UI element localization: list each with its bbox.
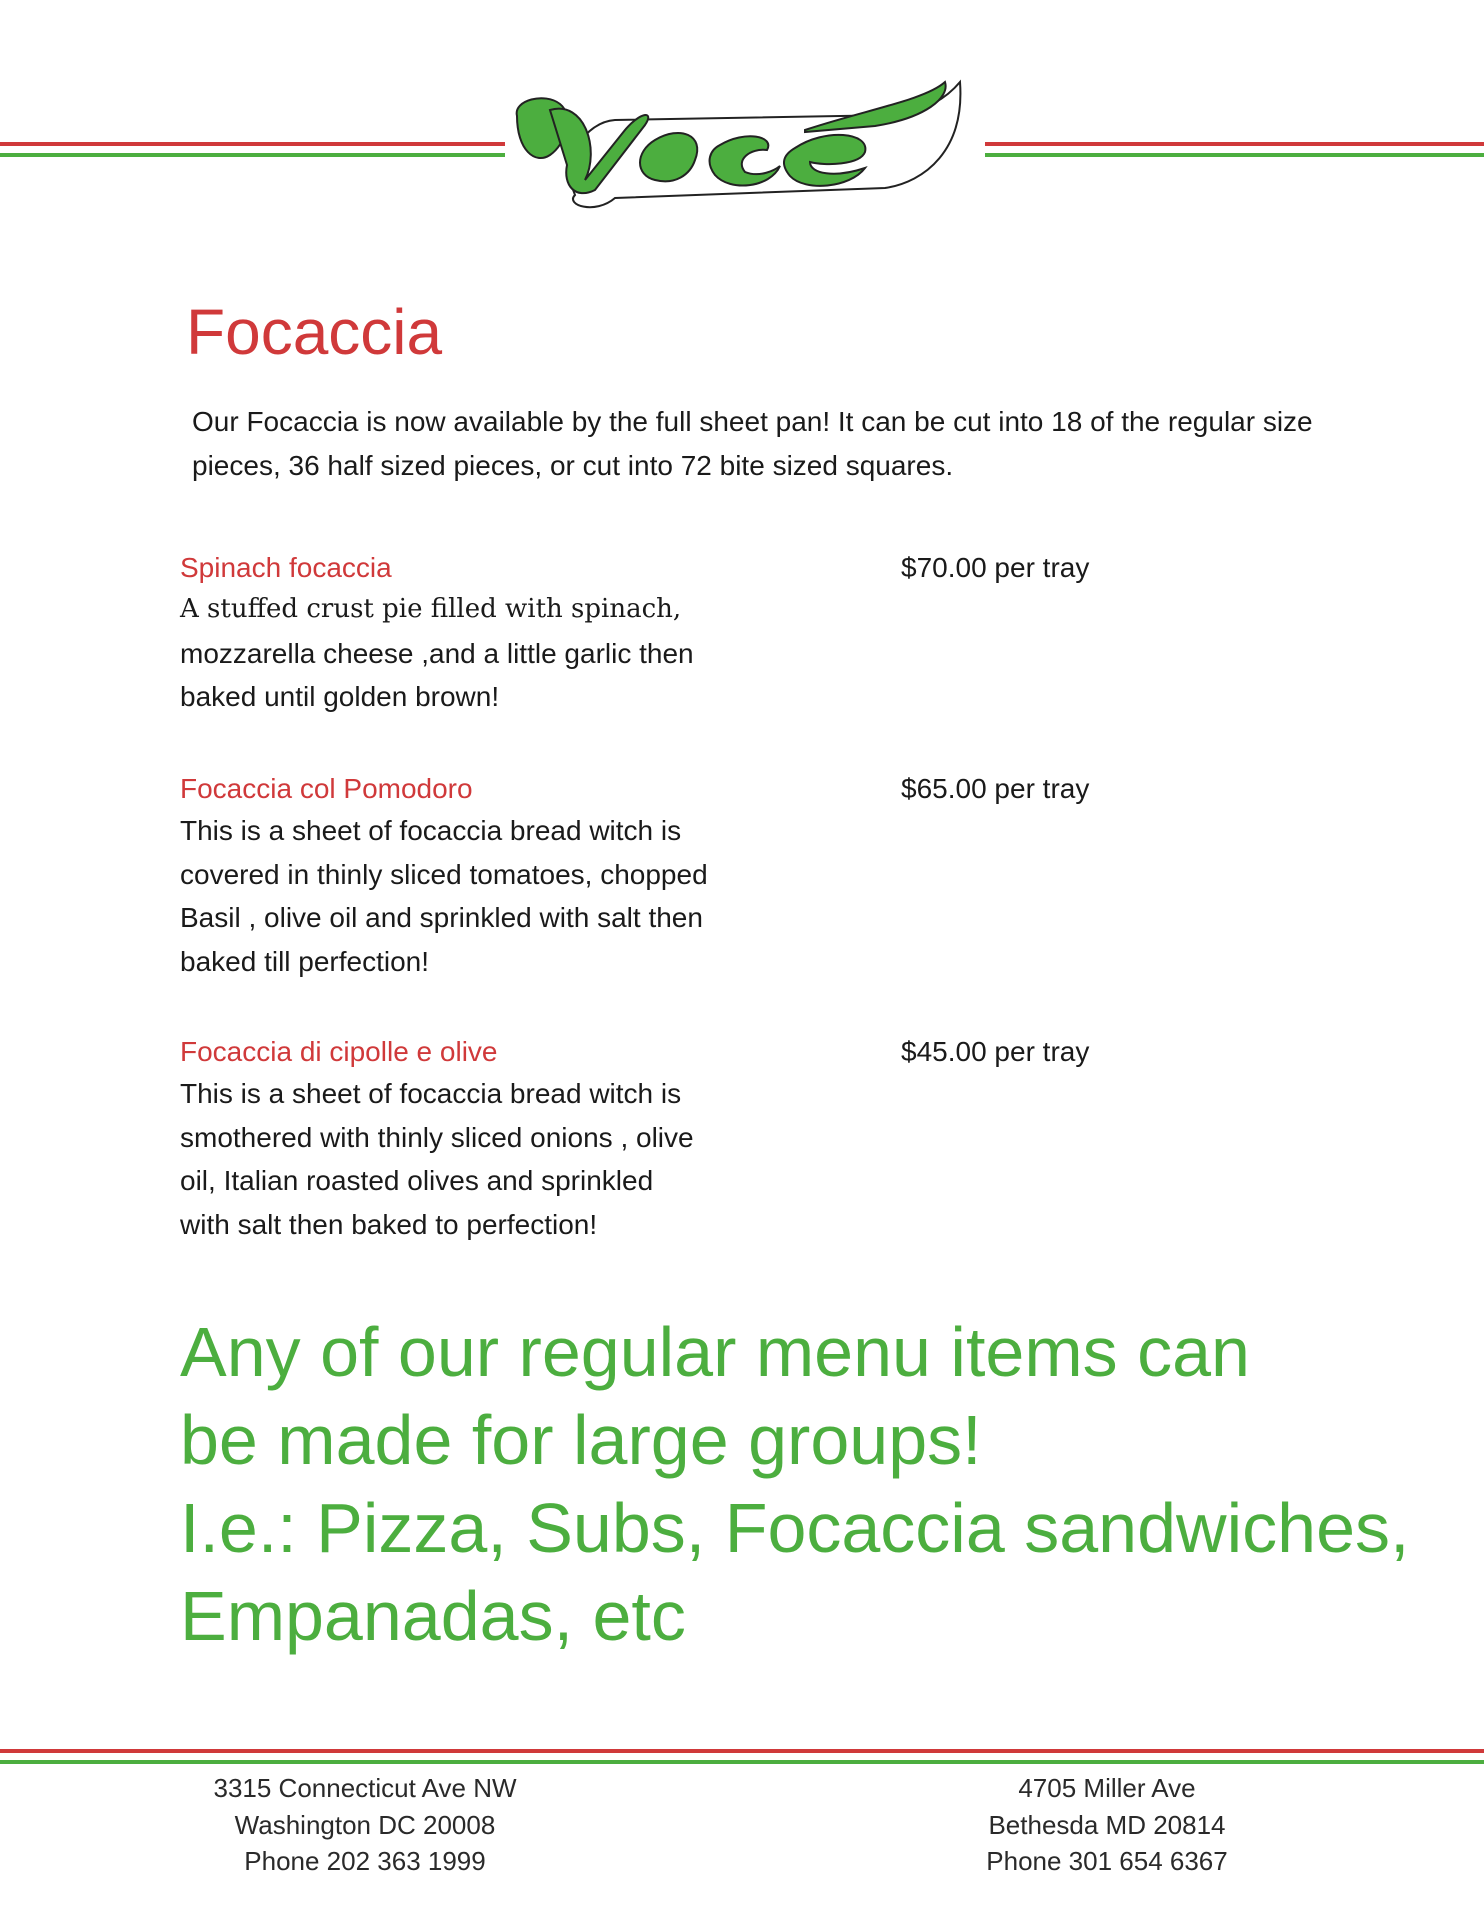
large-groups-promo xyxy=(180,1308,1430,1660)
page-title: Focaccia xyxy=(186,296,443,368)
description-line: A stuffed crust pie filled with spinach, xyxy=(180,594,682,624)
item-description xyxy=(180,588,770,719)
address-street: 3315 Connecticut Ave NW xyxy=(213,1773,517,1803)
location-bethesda xyxy=(897,1770,1317,1880)
vace-logo-graphic xyxy=(505,70,985,220)
address-phone: Phone 202 363 1999 xyxy=(244,1846,486,1876)
description-line: mozzarella cheese ,and a little garlic then xyxy=(180,637,694,669)
footer-green-stripe xyxy=(0,1760,1484,1764)
description-line: with salt then baked to perfection! xyxy=(180,1208,598,1240)
item-name: Spinach focaccia xyxy=(180,552,392,583)
description-line: smothered with thinly sliced onions , olive xyxy=(180,1121,694,1153)
description-line: covered in thinly sliced tomatoes, chopped xyxy=(180,858,708,890)
address-phone: Phone 301 654 6367 xyxy=(986,1846,1228,1876)
item-name: Focaccia col Pomodoro xyxy=(180,773,473,804)
vace-logo xyxy=(505,70,985,220)
item-description xyxy=(180,809,770,983)
footer-red-stripe xyxy=(0,1749,1484,1753)
address-city: Bethesda MD 20814 xyxy=(988,1809,1226,1840)
promo-line: Empanadas, etc xyxy=(180,1577,686,1655)
intro-paragraph: Our Focaccia is now available by the full sheet pan! It can be cut into 18 of the regular size pieces, 36 half sized pieces, or cut into 72 bite sized squares. xyxy=(192,406,1313,481)
description-line: baked till perfection! xyxy=(180,945,430,977)
location-washington xyxy=(155,1770,575,1880)
promo-line: I.e.: Pizza, Subs, Focaccia sandwiches, xyxy=(180,1489,1410,1567)
address-city: Washington DC 20008 xyxy=(234,1809,496,1840)
description-line: This is a sheet of focaccia bread witch is xyxy=(180,815,682,846)
description-line: oil, Italian roasted olives and sprinkled xyxy=(180,1165,654,1196)
description-line: baked until golden brown! xyxy=(180,681,500,712)
promo-line: be made for large groups! xyxy=(180,1401,982,1479)
item-price: $45.00 per tray xyxy=(901,1036,1090,1067)
item-price: $65.00 per tray xyxy=(901,773,1090,804)
description-line: Basil , olive oil and sprinkled with salt then xyxy=(180,902,703,933)
promo-line: Any of our regular menu items can xyxy=(180,1313,1250,1391)
address-street: 4705 Miller Ave xyxy=(1018,1773,1196,1803)
item-name: Focaccia di cipolle e olive xyxy=(180,1036,498,1067)
description-line: This is a sheet of focaccia bread witch is xyxy=(180,1078,682,1109)
item-price: $70.00 per tray xyxy=(901,552,1090,583)
item-description xyxy=(180,1072,770,1246)
